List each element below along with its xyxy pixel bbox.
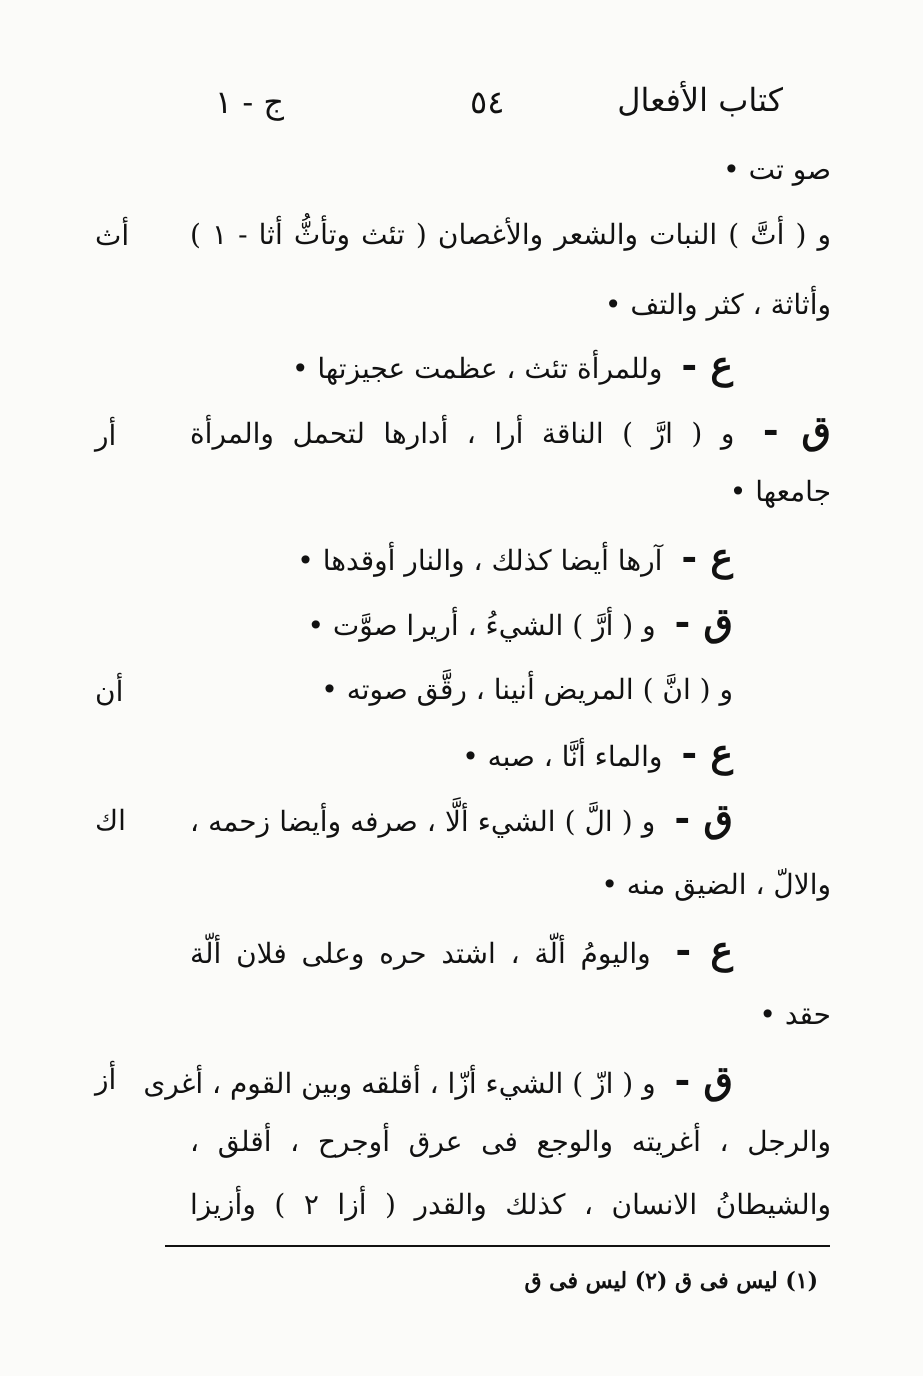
- text-line: [605, 285, 831, 325]
- line-text: والالّ ، الضيق منه •: [601, 868, 831, 901]
- line-lead: ع -: [681, 534, 733, 579]
- margin-word-1: أث: [95, 219, 130, 252]
- line-lead: ق -: [674, 599, 733, 644]
- line-text: حقد •: [759, 998, 831, 1031]
- text-line: [190, 795, 734, 842]
- footnote: (١) ليس فى ق (٢) ليس فى ق: [524, 1268, 818, 1294]
- line-text: آرها أيضا كذلك ، والنار أوقدها •: [297, 544, 663, 577]
- text-line: [190, 407, 832, 454]
- text-line: [321, 670, 733, 710]
- line-text: و ( أرَّ ) الشيءُ ، أريرا صوَّت •: [307, 609, 656, 642]
- line-text: والماء أنَّا ، صبه •: [462, 740, 663, 773]
- text-line: [190, 927, 733, 974]
- text-line: [143, 1057, 733, 1104]
- line-lead: ع -: [675, 927, 733, 972]
- text-line: [730, 472, 831, 512]
- text-line: [190, 1122, 831, 1162]
- line-text: جامعها •: [729, 475, 831, 508]
- text-line: [601, 865, 831, 905]
- footnote-rule: [165, 1245, 830, 1247]
- text-line: [723, 150, 831, 190]
- volume-label: ج - ١: [215, 83, 284, 121]
- margin-word-4: اك: [95, 804, 126, 837]
- line-text: وأثاثة ، كثر والتف •: [604, 288, 831, 321]
- line-lead: ق -: [762, 407, 832, 452]
- line-text: و ( انَّ ) المريض أنينا ، رقَّق صوته •: [321, 673, 733, 706]
- text-line: [190, 215, 831, 255]
- line-text: وللمرأة تئث ، عظمت عجيزتها •: [291, 352, 663, 385]
- line-text: واليومُ ألّة ، اشتد حره وعلى فلان ألّة: [190, 937, 651, 970]
- line-text: و ( ازّ ) الشيء أزّا ، أقلقه وبين القوم ، أغرى: [143, 1067, 656, 1100]
- text-line: [291, 342, 733, 389]
- line-lead: ق -: [674, 795, 734, 840]
- line-lead: ق -: [674, 1057, 733, 1102]
- text-line: [307, 599, 733, 646]
- margin-word-2: أر: [95, 419, 117, 452]
- text-line: [297, 534, 733, 581]
- line-text: صو تت •: [723, 153, 831, 186]
- book-title: كتاب الأفعال: [617, 81, 783, 119]
- line-text: و ( ارَّ ) الناقة أرا ، أدارها لتحمل والمرأة: [190, 417, 735, 450]
- line-lead: ع -: [681, 730, 733, 775]
- text-line: [190, 1185, 831, 1225]
- line-text: و ( الَّ ) الشيء ألَّا ، صرفه وأيضا زحمه ،: [190, 805, 656, 838]
- text-line: [759, 995, 831, 1035]
- line-lead: ع -: [681, 342, 733, 387]
- line-text: والرجل ، أغريته والوجع فى عرق أوجرح ، أقلق ،: [190, 1125, 831, 1158]
- page-number: ٥٤: [470, 83, 505, 121]
- margin-word-5: أز: [95, 1063, 117, 1096]
- text-line: [462, 730, 733, 777]
- line-text: والشيطانُ الانسان ، كذلك والقدر ( أزا ٢ ) وأزيزا: [190, 1188, 831, 1221]
- margin-word-3: أن: [95, 675, 124, 708]
- line-text: و ( أتَّ ) النبات والشعر والأغصان ( تئث وتأثُّ أثا - ١ ): [190, 218, 831, 251]
